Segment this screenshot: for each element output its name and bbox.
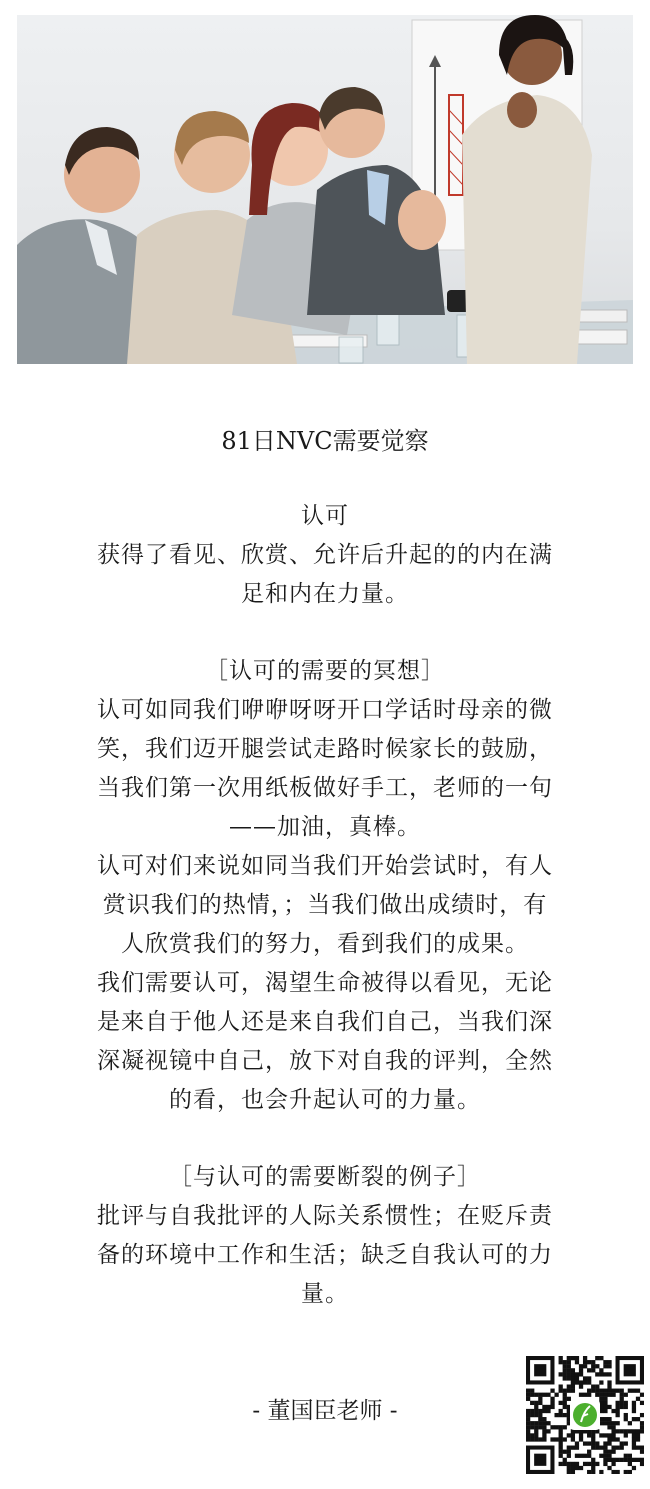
section-main: [60, 497, 590, 1314]
text-line: 赏识我们的热情，；当我们做出成绩时，有: [102, 892, 548, 918]
text-line: 当我们第一次用纸板做好手工，老师的一句: [97, 775, 553, 801]
text-line: 批评与自我批评的人际关系惯性；在贬斥责: [97, 1203, 553, 1229]
text-line: 的看，也会升起认可的力量。: [169, 1087, 481, 1113]
text-line: ——加油，真棒。: [229, 814, 421, 840]
text-line: 足和内在力量。: [241, 581, 409, 607]
section-main-heading: 认可: [301, 503, 349, 529]
text-line: 我们需要认可，渴望生命被得以看见，无论: [97, 970, 553, 996]
text-line: 笑，我们迈开腿尝试走路时候家长的鼓励，: [97, 736, 553, 762]
text-line: 备的环境中工作和生活；缺乏自我认可的力: [97, 1242, 553, 1268]
qr-code-icon[interactable]: [526, 1356, 644, 1474]
text-line: 认可对们来说如同当我们开始尝试时，有人: [97, 853, 553, 879]
qr-code-graphic: [526, 1356, 644, 1474]
page-title: 81日NVC需要觉察: [221, 427, 429, 455]
section-meditation-heading: ［认可的需要的冥想］: [205, 658, 445, 684]
text-line: 量。: [301, 1281, 349, 1307]
meeting-applause-illustration: [17, 15, 633, 364]
header-photo: [17, 15, 633, 364]
text-line: 人欣赏我们的努力，看到我们的成果。: [121, 931, 529, 957]
text-line: 获得了看见、欣赏、允许后升起的的内在满: [97, 542, 553, 568]
text-line: 是来自于他人还是来自我们自己，当我们深: [97, 1009, 553, 1035]
text-line: 深凝视镜中自己，放下对自我的评判，全然: [97, 1048, 553, 1074]
text-line: 认可如同我们咿咿呀呀开口学话时母亲的微: [97, 697, 553, 723]
section-broken-heading: ［与认可的需要断裂的例子］: [169, 1164, 481, 1190]
signature: - 董国臣老师 -: [252, 1398, 398, 1424]
